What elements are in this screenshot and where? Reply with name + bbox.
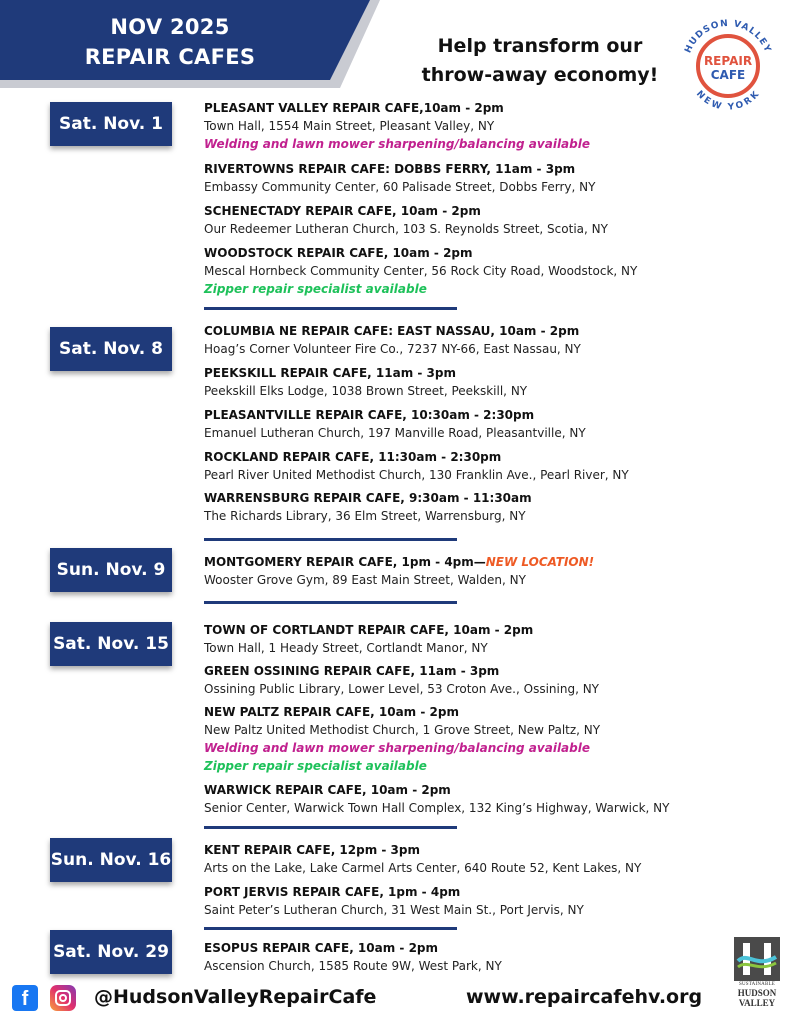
event-peekskill: [204, 364, 764, 400]
logo-word-cafe: CAFE: [710, 68, 746, 82]
event-title: PLEASANT VALLEY REPAIR CAFE,10am - 2pm: [204, 101, 504, 115]
event-title: WOODSTOCK REPAIR CAFE, 10am - 2pm: [204, 246, 473, 260]
social-handle[interactable]: @HudsonValleyRepairCafe: [94, 986, 377, 1008]
event-new-paltz: [204, 703, 764, 775]
event-address: Peekskill Elks Lodge, 1038 Brown Street, Peekskill, NY: [204, 384, 528, 398]
banner-line-month: NOV 2025: [110, 15, 230, 39]
event-title: WARWICK REPAIR CAFE, 10am - 2pm: [204, 783, 451, 797]
shv-line-3: VALLEY: [738, 998, 776, 1008]
banner-title: [0, 12, 340, 72]
date-sun-nov-9: Sun. Nov. 9: [50, 548, 172, 592]
section-divider: [204, 307, 457, 310]
banner-line-title: REPAIR CAFES: [84, 45, 256, 69]
event-note-zipper: Zipper repair specialist available: [204, 282, 427, 296]
event-title: RIVERTOWNS REPAIR CAFE: DOBBS FERRY, 11am - 3pm: [204, 162, 576, 176]
event-address: Hoag’s Corner Volunteer Fire Co., 7237 NY-66, East Nassau, NY: [204, 342, 581, 356]
event-address: Arts on the Lake, Lake Carmel Arts Center, 640 Route 52, Kent Lakes, NY: [204, 861, 642, 875]
event-address: The Richards Library, 36 Elm Street, Warrensburg, NY: [204, 509, 526, 523]
event-title: KENT REPAIR CAFE, 12pm - 3pm: [204, 843, 420, 857]
event-address: Embassy Community Center, 60 Palisade Street, Dobbs Ferry, NY: [204, 180, 596, 194]
event-title: NEW PALTZ REPAIR CAFE, 10am - 2pm: [204, 705, 459, 719]
event-title: ROCKLAND REPAIR CAFE, 11:30am - 2:30pm: [204, 450, 502, 464]
section-divider: [204, 538, 457, 541]
event-title: SCHENECTADY REPAIR CAFE, 10am - 2pm: [204, 204, 481, 218]
date-sun-nov-16: Sun. Nov. 16: [50, 838, 172, 882]
event-title-text: MONTGOMERY REPAIR CAFE, 1pm - 4pm—: [204, 555, 486, 569]
event-woodstock: [204, 244, 764, 298]
instagram-icon[interactable]: [50, 985, 76, 1011]
header-banner: [0, 0, 380, 88]
event-rivertowns: [204, 160, 764, 196]
logo-word-repair: REPAIR: [703, 54, 753, 68]
event-warrensburg: [204, 489, 764, 525]
shv-line-2: HUDSON: [737, 988, 777, 998]
section-divider: [204, 927, 457, 930]
event-pleasant-valley: [204, 99, 764, 153]
facebook-icon[interactable]: f: [12, 985, 38, 1011]
date-sat-nov-29: Sat. Nov. 29: [50, 930, 172, 974]
event-address: Ascension Church, 1585 Route 9W, West Park, NY: [204, 959, 502, 973]
event-title: GREEN OSSINING REPAIR CAFE, 11am - 3pm: [204, 664, 500, 678]
event-title: ESOPUS REPAIR CAFE, 10am - 2pm: [204, 941, 439, 955]
event-pleasantville: [204, 406, 764, 442]
event-address: Emanuel Lutheran Church, 197 Manville Road, Pleasantville, NY: [204, 426, 586, 440]
event-title: WARRENSBURG REPAIR CAFE, 9:30am - 11:30am: [204, 491, 532, 505]
event-address: Senior Center, Warwick Town Hall Complex, 132 King’s Highway, Warwick, NY: [204, 801, 670, 815]
event-title: PEEKSKILL REPAIR CAFE, 11am - 3pm: [204, 366, 456, 380]
event-title: [204, 553, 764, 571]
event-esopus: [204, 939, 764, 975]
date-sat-nov-1: Sat. Nov. 1: [50, 102, 172, 146]
logo-top-arc: HUDSON VALLEY: [683, 18, 773, 55]
event-note-zipper: Zipper repair specialist available: [204, 759, 427, 773]
section-divider: [204, 601, 457, 604]
event-rockland: [204, 448, 764, 484]
event-address: Our Redeemer Lutheran Church, 103 S. Reynolds Street, Scotia, NY: [204, 222, 608, 236]
event-town-of-cortlandt: [204, 621, 764, 657]
shv-logo-mark: [734, 937, 780, 981]
event-warwick: [204, 781, 764, 817]
event-address: Saint Peter’s Lutheran Church, 31 West Main St., Port Jervis, NY: [204, 903, 584, 917]
event-address: Mescal Hornbeck Community Center, 56 Rock City Road, Woodstock, NY: [204, 264, 638, 278]
event-green-ossining: [204, 662, 764, 698]
event-columbia-ne: [204, 322, 764, 358]
section-divider: [204, 826, 457, 829]
date-sat-nov-15: Sat. Nov. 15: [50, 622, 172, 666]
event-address: Town Hall, 1 Heady Street, Cortlandt Manor, NY: [204, 641, 488, 655]
tagline: [400, 32, 680, 90]
website-link[interactable]: www.repaircafehv.org: [466, 986, 703, 1008]
event-address: Town Hall, 1554 Main Street, Pleasant Valley, NY: [204, 119, 495, 133]
social-icons: [12, 985, 76, 1011]
event-port-jervis: [204, 883, 764, 919]
event-schenectady: [204, 202, 764, 238]
event-kent: [204, 841, 764, 877]
sustainable-hudson-valley-logo: [732, 937, 782, 1017]
event-address: Ossining Public Library, Lower Level, 53 Croton Ave., Ossining, NY: [204, 682, 599, 696]
event-title: PLEASANTVILLE REPAIR CAFE, 10:30am - 2:30pm: [204, 408, 535, 422]
shv-line-1: SUSTAINABLE: [739, 982, 775, 987]
event-title: COLUMBIA NE REPAIR CAFE: EAST NASSAU, 10am - 2pm: [204, 324, 580, 338]
date-sat-nov-8: Sat. Nov. 8: [50, 327, 172, 371]
new-location-badge: NEW LOCATION!: [485, 555, 595, 569]
event-title: TOWN OF CORTLANDT REPAIR CAFE, 10am - 2pm: [204, 623, 534, 637]
event-note-welding: Welding and lawn mower sharpening/balancing available: [204, 741, 590, 755]
event-note-welding: Welding and lawn mower sharpening/balancing available: [204, 137, 590, 151]
tagline-line-2: throw-away economy!: [421, 64, 659, 86]
event-title: PORT JERVIS REPAIR CAFE, 1pm - 4pm: [204, 885, 461, 899]
event-address: Wooster Grove Gym, 89 East Main Street, Walden, NY: [204, 573, 526, 587]
event-address: New Paltz United Methodist Church, 1 Grove Street, New Paltz, NY: [204, 723, 601, 737]
event-address: Pearl River United Methodist Church, 130 Franklin Ave., Pearl River, NY: [204, 468, 629, 482]
event-montgomery: [204, 553, 764, 589]
logo-bottom-arc: NEW YORK: [693, 89, 763, 113]
tagline-line-1: Help transform our: [437, 35, 643, 57]
